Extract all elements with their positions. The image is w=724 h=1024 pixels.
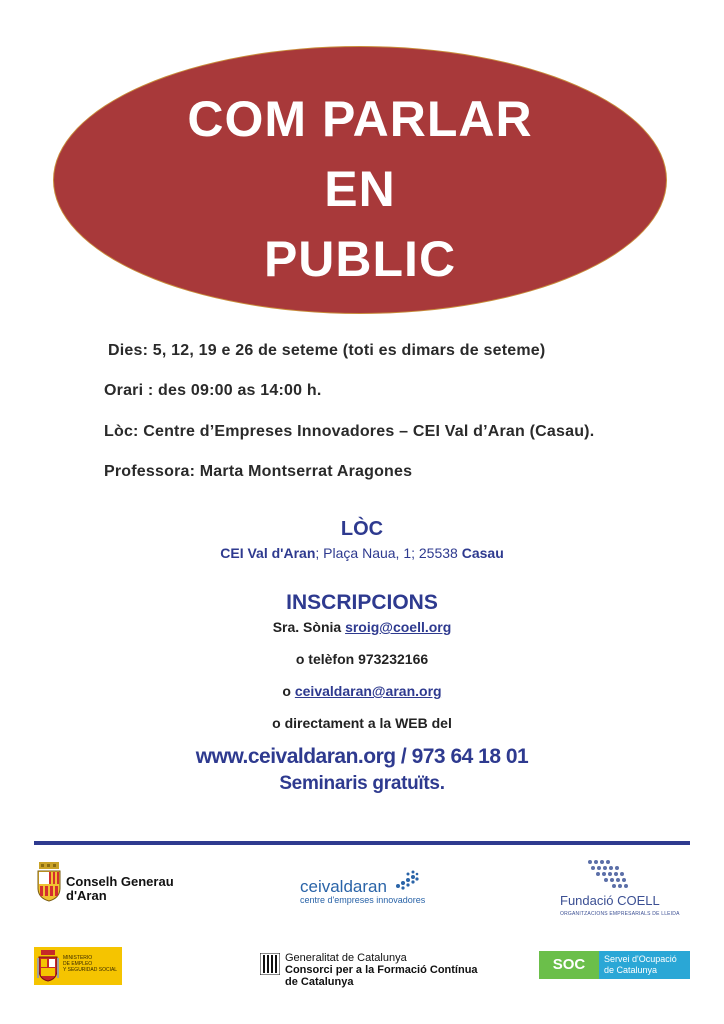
alt-email-link[interactable]: ceivaldaran@aran.org [294,683,442,699]
free-seminars: Seminaris gratuïts. [279,773,445,794]
soc-logo-blue [599,951,690,979]
ceival-dots-icon [394,868,420,892]
info-dies: Dies: 5, 12, 19 e 26 de seteme (toti es dimars de seteme) [108,342,546,359]
info-orari: Orari : des 09:00 as 14:00 h. [104,382,322,399]
ceival-logo-tagline: centre d'empreses innovadores [300,895,426,905]
info-loc: Lòc: Centre d’Empreses Innovadores – CEI Val d’Aran (Casau). [104,423,595,440]
registration-phone: o telèfon 973232166 [295,651,429,667]
soc-abbr: SOC [552,956,586,973]
fundacio-logo-name: Fundació COELL [560,893,660,908]
soc-line-1: Servei d'Ocupació [604,954,677,964]
registration-contact [0,619,724,635]
ministerio-line-1: MINISTERIO [63,955,93,961]
generalitat-stripes-icon [260,953,280,975]
location-address-line [0,545,724,561]
conselh-crest-icon [36,862,62,902]
ministerio-line-3: Y SEGURIDAD SOCIAL [63,967,118,973]
spain-shield-icon [37,950,59,982]
divider-line [34,841,690,845]
location-place: CEI Val d'Aran [220,545,316,561]
registration-heading: INSCRIPCIONS [286,591,438,614]
contact-prefix: Sra. Sònia [272,619,346,635]
title-line-2: EN [324,161,396,217]
generalitat-logo-text [285,952,478,988]
soc-line-2: de Catalunya [604,965,658,975]
generalitat-line-3: de Catalunya [285,976,354,988]
ministerio-line-2: DE EMPLEO [63,961,93,967]
conselh-line-2: d'Aran [66,888,107,903]
ceival-logo-name: ceivaldaran [300,877,387,896]
alt-email-prefix: o [282,683,295,699]
ministerio-logo [34,947,122,985]
title-line-3: PUBLIC [263,231,457,287]
location-address: ; Plaça Naua, 1; 25538 [315,545,462,561]
generalitat-line-1: Generalitat de Catalunya [285,952,407,964]
soc-text [604,954,677,976]
generalitat-line-2: Consorci per a la Formació Contínua [285,964,478,976]
registration-alt-email [0,683,724,699]
registration-web-line: o directament a la WEB del [272,715,452,731]
info-professora: Professora: Marta Montserrat Aragones [104,463,413,480]
conselh-logo-text [66,875,174,903]
conselh-line-1: Conselh Generau [66,874,174,889]
soc-logo-green [539,951,599,979]
contact-email-link[interactable]: sroig@coell.org [345,619,452,635]
location-town: Casau [461,545,504,561]
ministerio-text [63,955,117,973]
location-heading: LÒC [340,518,384,540]
website-phone[interactable]: www.ceivaldaran.org / 973 64 18 01 [195,745,529,768]
title-line-1: COM PARLAR [187,91,533,147]
fundacio-logo-tagline: ORGANITZACIONS EMPRESARIALS DE LLEIDA [560,911,680,917]
fundacio-dots-icon [584,858,634,892]
